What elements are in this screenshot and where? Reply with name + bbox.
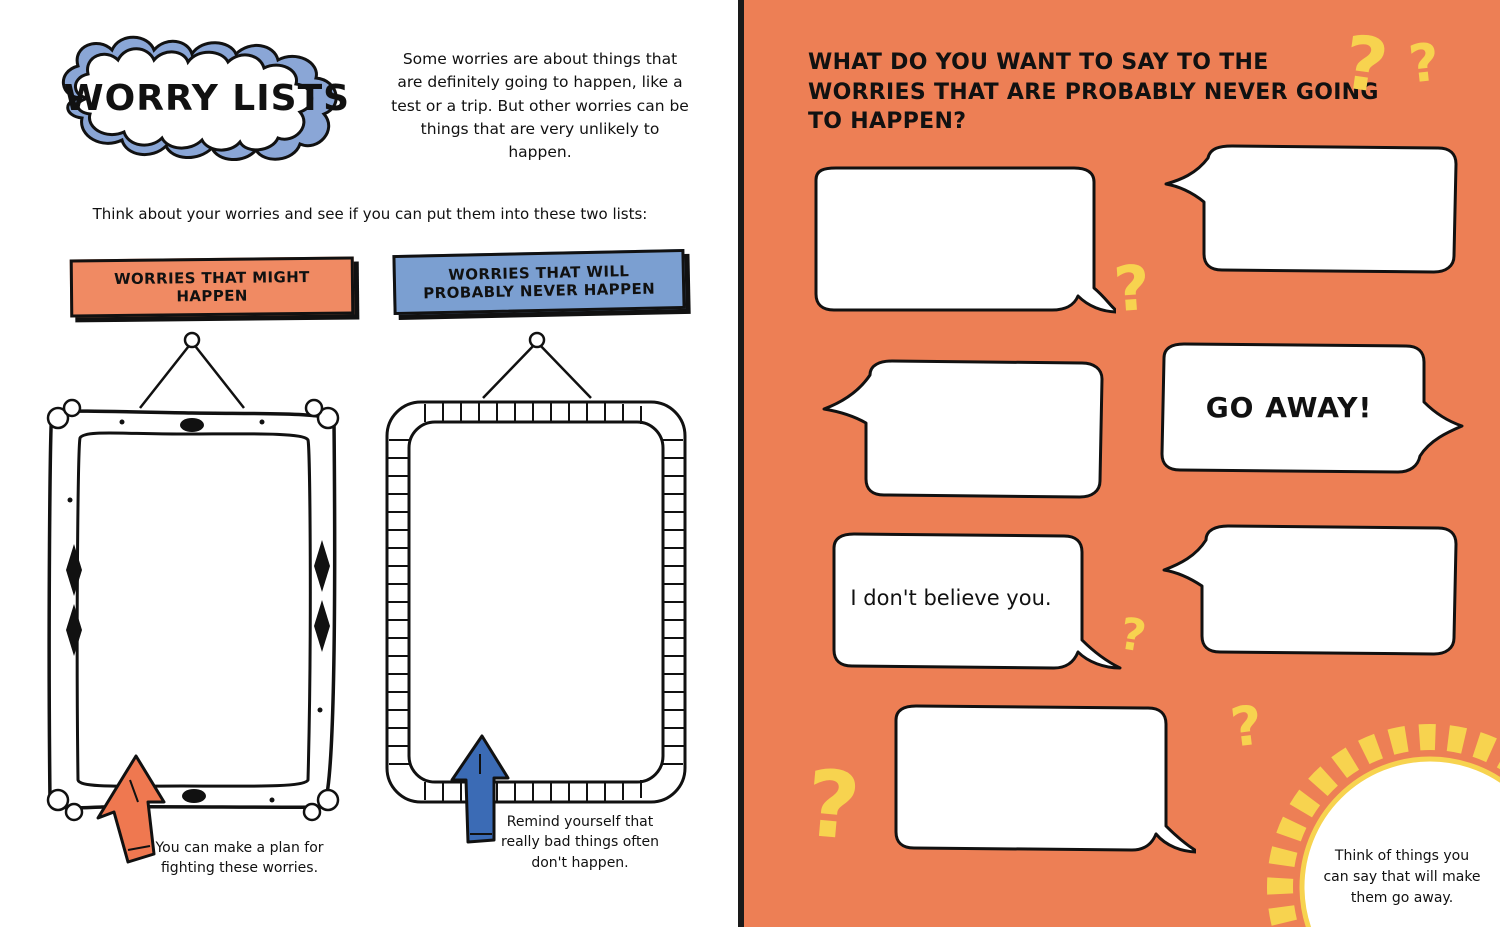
list-label-never-happen: WORRIES THAT WILL PROBABLY NEVER HAPPEN [392,249,685,315]
speech-bubble-7[interactable] [886,700,1196,875]
speech-bubble-dont-believe[interactable] [826,528,1126,693]
speech-bubble-6[interactable] [1162,522,1462,667]
note-never-happen: Remind yourself that really bad things often don't happen. [501,814,659,871]
question-mark-icon: ? [1338,19,1393,111]
speech-bubble-go-away[interactable] [1154,340,1464,490]
right-page [744,0,1500,927]
page-title: WORRY LISTS [63,77,351,119]
worry-lists-title-cloud [42,28,372,168]
speech-bubble-3[interactable] [822,355,1112,510]
question-mark-icon: ? [1111,250,1153,327]
question-mark-icon: ? [801,749,864,862]
question-mark-icon: ? [1116,608,1150,663]
list-label-might-happen: WORRIES THAT MIGHT HAPPEN [70,257,355,318]
corner-note: Think of things you can say that will make them go away. [1323,848,1481,906]
intro-paragraph: Some worries are about things that are definitely going to happen, like a test or a trip. But other worries can be things that are very unlikely to happen. [391,50,689,161]
question-mark-icon: ? [1227,693,1266,760]
worries-might-happen-frame[interactable] [22,330,362,830]
speech-bubble-dont-believe-text: I don't believe you. [850,585,1052,610]
note-might-happen: You can make a plan for fighting these worries. [155,840,324,877]
question-mark-icon: ? [1405,32,1443,96]
speech-bubble-go-away-text: GO AWAY! [1205,390,1373,424]
right-page-heading: WHAT DO YOU WANT TO SAY TO THE WORRIES THAT ARE PROBABLY NEVER GOING TO HAPPEN? [808,50,1379,135]
worries-never-happen-frame[interactable] [365,330,705,830]
left-page [0,0,738,927]
scalloped-frame-icon [365,330,705,830]
speech-bubble-2[interactable] [1164,140,1464,285]
speech-bubble-1[interactable] [806,162,1116,327]
instruction-text: Think about your worries and see if you can put them into these two lists: [92,205,648,223]
picture-frame-icon [22,330,362,830]
